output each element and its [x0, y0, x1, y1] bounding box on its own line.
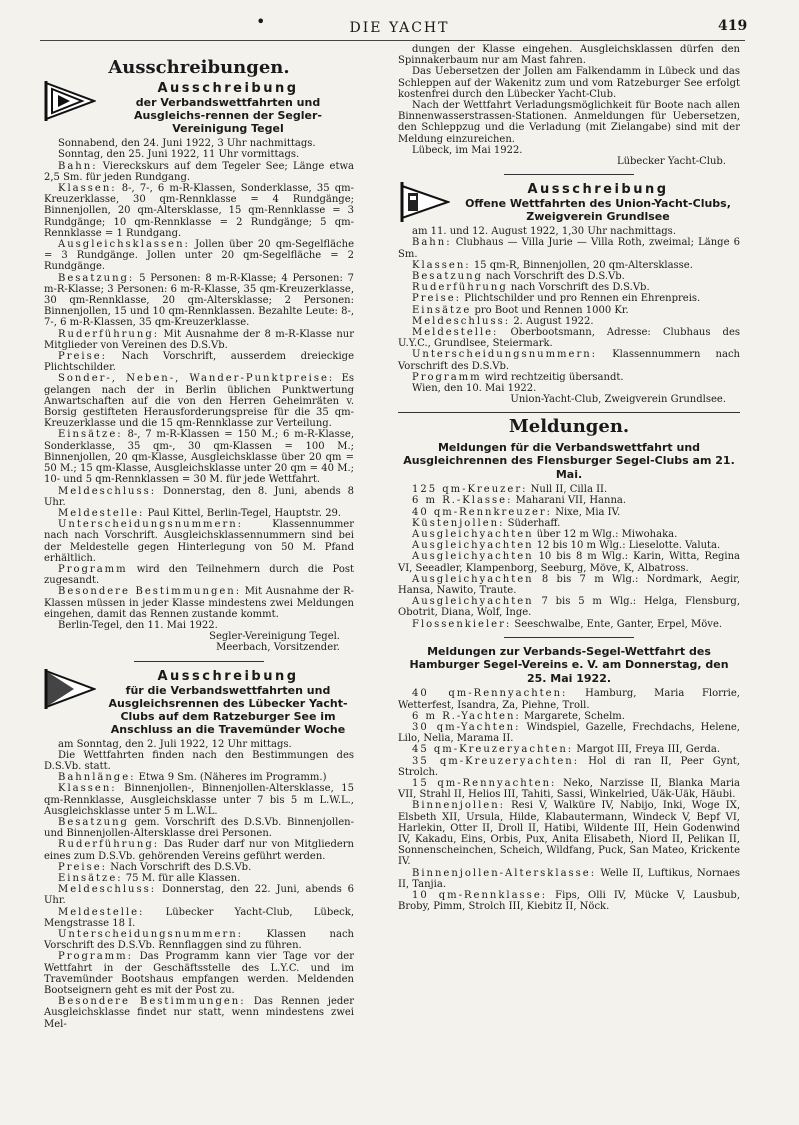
rule-paragraph — [398, 282, 740, 293]
rule-label: 6 m R.-Yachten: — [412, 710, 521, 722]
club-pennant-icon — [44, 81, 96, 121]
club-pennant-icon — [44, 669, 96, 709]
rule-paragraph — [398, 756, 740, 778]
rule-label: 10 qm-Rennklasse: — [412, 889, 548, 901]
rule-label: Einsätze — [412, 304, 472, 316]
rule-paragraph — [44, 817, 354, 839]
rule-label: Programm — [412, 371, 482, 383]
rule-text: gem. Vorschrift des D.S.Vb. Binnenjollen- und Binnenjollen-Altersklasse drei Personen. — [44, 816, 354, 840]
rule-label: Klassen: — [412, 259, 471, 271]
rule-text: Klassen nach Vorschrift des D.S.Vb. Rennflaggen sind zu führen. — [44, 929, 354, 952]
rule-paragraph — [44, 486, 354, 508]
announcement-luebeck — [44, 669, 354, 1030]
rule-label: Küstenjollen: — [412, 517, 505, 529]
rule-paragraph — [398, 529, 740, 540]
rule-label: Meldestelle: — [412, 327, 499, 339]
rule-paragraph — [44, 508, 354, 519]
entries-title: Meldungen zur Verbands-Segel-Wettfahrt des Hamburger Segel-Vereins e. V. am Donnerstag, den 25. Mai 1922. — [409, 644, 729, 685]
rule-paragraph — [398, 551, 740, 573]
announcement-subtitle: für die Verbandswettfahrten und Ausgleichsrennen des Lübecker Yacht-Clubs auf dem Ratzeburger See im Anschluss an die Travemünder Woche — [108, 683, 348, 736]
rule-label: Klassen: — [58, 183, 117, 195]
rule-paragraph — [398, 293, 740, 304]
right-column — [398, 44, 740, 912]
rule-paragraph — [44, 586, 354, 620]
rule-text: Nach Vorschrift des D.S.Vb. — [110, 861, 252, 873]
rule-paragraph: Das Uebersetzen der Jollen am Falkendamm in Lübeck und das Schleppen auf der Wakenitz zum und vom Ratzeburger See erfolgt kostenfrei durch den Lübecker Yacht-Club. — [398, 66, 740, 100]
rule-text: 8 bis 7 m Wlg.: Nordmark, Aegir, Hansa, Nawito, Traute. — [398, 573, 740, 597]
rule-label: Meldeschluss: — [58, 884, 157, 896]
rule-text: Clubhaus — Villa Jurie — Villa Roth, zweimal; Länge 6 Sm. — [398, 237, 740, 260]
rule-paragraph — [44, 873, 354, 884]
rule-label: Preise: — [412, 293, 462, 305]
rule-label: Besatzung — [412, 271, 483, 283]
rule-label: Binnenjollen: — [412, 800, 506, 812]
page-header — [0, 0, 799, 40]
rule-label: Unterscheidungsnummern: — [58, 519, 244, 531]
rules-list — [44, 772, 354, 1030]
rule-text: Jollen über 20 qm-Segelfläche = 3 Rundgänge. Jollen unter 20 qm-Segelfläche = 2 Rundgänge. — [44, 239, 354, 273]
rule-paragraph — [44, 839, 354, 861]
announcement-grundlsee — [398, 182, 740, 405]
rule-paragraph — [44, 772, 354, 783]
rule-text: Klassennummer nach nach Vorschrift. Ausgleichsklassennummern sind bei der Meldestelle gegen Hinterlegung von 50 M. Pfand erhältlich. — [44, 519, 354, 564]
rule-text: Seeschwalbe, Ente, Ganter, Erpel, Möve. — [514, 618, 723, 630]
rule-paragraph — [398, 711, 740, 722]
rule-label: Meldeschluss: — [412, 315, 511, 327]
rule-paragraph — [398, 305, 740, 316]
rule-text: wird rechtzeitig übersandt. — [484, 371, 624, 383]
rule-text: Plichtschilder und pro Rennen ein Ehrenpreis. — [464, 293, 701, 305]
rule-label: Ausgleichyachten — [412, 540, 534, 552]
rule-text: Es gelangen nach der in Berlin üblichen Punktwertung Anwartschaften auf die von den Herren Geheimräten v. Borsig gestifteten Herausforderungspreise für die 35 qm-Kreuzerklasse und die 15 qm-Rennklasse zur Verteilung. — [44, 373, 354, 430]
rule-paragraph — [398, 495, 740, 506]
section-title-ausschreibungen: Ausschreibungen. — [108, 57, 290, 78]
rule-paragraph — [398, 722, 740, 744]
rule-paragraph — [398, 260, 740, 271]
entries-list — [398, 484, 740, 630]
signature-club: Lübecker Yacht-Club. — [616, 156, 726, 168]
rule-label: Einsätze: — [58, 429, 123, 441]
rule-paragraph — [398, 744, 740, 755]
rule-paragraph — [398, 688, 740, 710]
rule-paragraph — [398, 778, 740, 800]
dateline: Berlin-Tegel, den 11. Mai 1922. — [58, 619, 218, 631]
rule-label: 30 qm-Yachten: — [412, 721, 521, 733]
rule-paragraph — [398, 800, 740, 867]
date-line: am 11. und 12. August 1922, 1,30 Uhr nachmittags. — [412, 226, 676, 238]
page-number: 419 — [718, 18, 748, 34]
rule-paragraph — [398, 271, 740, 282]
rule-paragraph — [44, 783, 354, 817]
divider — [398, 412, 740, 413]
announcement-title: Ausschreibung — [157, 81, 299, 97]
announcement-head — [398, 182, 740, 223]
rule-label: Meldestelle: — [58, 507, 145, 519]
rule-label: Preise: — [58, 351, 108, 363]
rule-paragraph — [44, 351, 354, 373]
rule-paragraph — [398, 518, 740, 529]
rule-text: Klassennummern nach Vorschrift des D.S.Vb. — [398, 349, 740, 372]
rule-text: Null II, Cilla II. — [530, 484, 608, 496]
rule-paragraph — [44, 373, 354, 429]
rule-paragraph — [398, 484, 740, 495]
rule-label: 125 qm-Kreuzer: — [412, 484, 528, 496]
rule-text: Hamburg, Maria Florrie, Wetterfest, Isandra, Za, Piehne, Troll. — [398, 688, 740, 711]
rule-paragraph — [44, 884, 354, 906]
rule-label: 6 m R.-Klasse: — [412, 495, 513, 507]
rule-label: 35 qm-Kreuzeryachten: — [412, 755, 580, 767]
rule-text: über 12 m Wlg.: Miwohaka. — [536, 529, 678, 540]
rule-label: Sonder-, Neben-, Wander-Punktpreise: — [58, 373, 335, 385]
divider — [134, 661, 264, 662]
rule-label: Ruderführung: — [58, 839, 160, 851]
rule-label: Besatzung — [58, 816, 129, 828]
rule-text: Neko, Narzisse II, Blanka Maria VII, Strahl II, Helios III, Tahiti, Sassi, Winkelried, Uäk-Uäk, Häubi. — [398, 777, 740, 801]
rule-text: Etwa 9 Sm. (Näheres im Programm.) — [138, 772, 327, 784]
rule-text: Lübecker Yacht-Club, Lübeck, Mengstrasse 18 I. — [44, 906, 354, 929]
rule-label: Besatzung: — [58, 272, 135, 284]
rule-paragraph — [398, 327, 740, 349]
rule-text: Das Rennen jeder Ausgleichsklasse findet nur statt, wenn mindestens zwei Mel- — [44, 996, 354, 1030]
left-column — [44, 44, 354, 1030]
rule-label: Unterscheidungsnummern: — [412, 349, 598, 361]
rule-label: 40 qm-Rennyachten: — [412, 688, 568, 700]
rule-text: Viereckskurs auf dem Tegeler See; Länge etwa 2,5 Sm. für jeden Rundgang. — [44, 160, 354, 183]
rule-text: Resi V, Walküre IV, Nabijo, Inki, Woge IX, Elsbeth XII, Ursula, Hilde, Klabautermann, Windeck V, Bepf VI, Harlekin, Otter II, Droll II, Hatibi, Wildente III, Hein Godenwind IV, Kakadu, Eins, Orbis, Pux, Anita Elisabeth, Niord II, Pelikan II, Sonnenscheinchen, Scheich, Wildfang, Puck, San Mateo, Krickente IV. — [398, 800, 740, 868]
header-rule — [40, 40, 745, 41]
rule-paragraph — [44, 951, 354, 996]
rule-text: nach Vorschrift des D.S.Vb. — [486, 271, 625, 283]
date-line: Sonntag, den 25. Juni 1922, 11 Uhr vormittags. — [58, 149, 300, 161]
rule-label: 40 qm-Rennkreuzer: — [412, 506, 553, 518]
rule-text: Nach Vorschrift, ausserdem dreieckige Plichtschilder. — [44, 351, 354, 374]
header-bullet: • — [256, 12, 266, 31]
rule-text: Donnerstag, den 22. Juni, abends 6 Uhr. — [44, 884, 354, 907]
rule-text: 12 bis 10 m Wlg.: Lieselotte. Valuta. — [536, 540, 721, 552]
rule-label: Ausgleichsklassen: — [58, 239, 190, 251]
rule-paragraph — [44, 564, 354, 586]
rule-text: Mit Ausnahme der 8 m-R-Klasse nur Mitglieder von Vereinen des D.S.Vb. — [44, 328, 354, 351]
rule-paragraph — [398, 237, 740, 259]
rule-label: 15 qm-Rennyachten: — [412, 777, 557, 789]
entries-title: Meldungen für die Verbandswettfahrt und Ausgleichrennen des Flensburger Segel-Clubs am 21. Mai. — [403, 440, 735, 481]
rule-text: Windspiel, Gazelle, Frechdachs, Helene, Lilo, Nelia, Marama II. — [398, 721, 740, 745]
rule-paragraph — [44, 429, 354, 485]
rule-text: 15 qm-R, Binnenjollen, 20 qm-Altersklasse. — [473, 259, 693, 271]
rule-label: Ausgleichyachten — [412, 573, 534, 585]
dateline: Lübeck, im Mai 1922. — [412, 144, 523, 156]
divider — [504, 637, 634, 638]
rule-text: Margarete, Schelm. — [523, 710, 625, 722]
rule-text: 8-, 7 m-R-Klassen = 150 M.; 6 m-R-Klasse, Sonderklasse, 35 qm-, 30 qm-Klassen = 100 M.; Binnenjollen, 20 qm-Klasse, Ausgleichsklasse über 20 qm = 50 M.; 15 qm-Klasse, Ausgleichsklasse unter 20 qm = 40 M.; 10- und 5 qm-Rennklassen = 30 M. für jede Wettfahrt. — [44, 429, 354, 486]
rule-label: Ausgleichyachten — [412, 551, 534, 563]
rule-paragraph — [398, 619, 740, 630]
rule-paragraph — [44, 183, 354, 239]
announcement-head — [44, 669, 354, 736]
rules-list — [44, 161, 354, 620]
rule-label: Meldestelle: — [58, 906, 145, 918]
rule-text: Donnerstag, den 8. Juni, abends 8 Uhr. — [44, 485, 354, 508]
announcement-title: Ausschreibung — [527, 182, 669, 198]
date-line: Sonnabend, den 24. Juni 1922, 3 Uhr nachmittags. — [58, 138, 316, 150]
divider — [504, 174, 634, 175]
rule-paragraph — [44, 996, 354, 1030]
rule-label: Bahnlänge: — [58, 772, 136, 784]
rule-text: Das Programm kann vier Tage vor der Wettfahrt in der Geschäftsstelle des L.Y.C. und im Travemünder Bootshaus empfangen werden. Meldenden Bootseignern geht es mit der Post zu. — [44, 951, 355, 997]
entries-hamburg — [398, 645, 740, 913]
rule-text: 8-, 7-, 6 m-R-Klassen, Sonderklasse, 35 qm-Kreuzerklasse, 30 qm-Rennklasse = 4 Rundgänge; Binnenjollen, 20 qm-Altersklasse, 15 qm-Rennklasse = 3 Rundgänge; 10 qm-Rennklasse = 2 Rundgänge; 5 qm-Rennklasse = 1 Rundgang. — [44, 183, 354, 239]
rule-label: 45 qm-Kreuzeryachten: — [412, 744, 574, 756]
rule-paragraph — [44, 929, 354, 951]
rule-text: wird den Teilnehmern durch die Post zugesandt. — [44, 563, 354, 587]
rule-paragraph — [44, 519, 354, 564]
rule-text: Welle II, Luftikus, Nornaes II, Tanjia. — [398, 867, 740, 890]
rule-text: Fips, Olli IV, Mücke V, Lausbub, Broby, Pimm, Strolch III, Kiebitz II, Nöck. — [398, 889, 740, 913]
rule-label: Ausgleichyachten — [412, 596, 534, 608]
dateline: Wien, den 10. Mai 1922. — [412, 383, 537, 395]
rule-text: Paul Kittel, Berlin-Tegel, Hauptstr. 29. — [147, 507, 342, 519]
intro-paragraph: Die Wettfahrten finden nach den Bestimmungen des D.S.Vb. statt. — [44, 749, 354, 772]
rule-paragraph — [44, 329, 354, 351]
rule-paragraph: Nach der Wettfahrt Verladungsmöglichkeit für Boote nach allen Binnenwasserstrassen-Stationen. Anmeldungen für Uebersetzen, den Schleppzug und die Verladung (mit Zielangabe) sind mit der Meldung einzureichen. — [398, 100, 740, 145]
running-title: DIE YACHT — [349, 20, 450, 36]
announcement-tegel — [44, 81, 354, 653]
rule-paragraph — [44, 239, 354, 273]
rule-paragraph — [398, 574, 740, 596]
rule-label: Meldeschluss: — [58, 485, 157, 497]
rule-label: Bahn: — [58, 160, 98, 172]
rule-paragraph — [398, 596, 740, 618]
rule-text: Das Ruder darf nur von Mitgliedern eines zum D.S.Vb. gehörenden Vereins geführt werden. — [44, 839, 354, 862]
rule-text: 2. August 1922. — [513, 315, 594, 327]
rule-paragraph — [398, 507, 740, 518]
rule-paragraph: dungen der Klasse eingehen. Ausgleichsklassen dürfen den Spinnakerbaum nur am Mast fahren. — [398, 44, 740, 67]
rule-text: Nixe, Mia IV. — [555, 506, 621, 518]
rule-text: 7 bis 5 m Wlg.: Helga, Flensburg, Obotrit, Diana, Wolf, Inge. — [398, 596, 740, 619]
rule-text: Süderhaff. — [507, 517, 561, 529]
announcement-subtitle: der Verbandswettfahrten und Ausgleichs-rennen der Segler-Vereinigung Tegel — [134, 96, 322, 136]
announcement-title: Ausschreibung — [157, 668, 299, 684]
rule-text: 75 M. für alle Klassen. — [125, 872, 241, 884]
rule-text: Hol di ran II, Peer Gynt, Strolch. — [398, 755, 741, 778]
rule-text: Margot III, Freya III, Gerda. — [576, 744, 720, 756]
rule-text: 10 bis 8 m Wlg.: Karin, Witta, Regina VI, Seeadler, Klampenborg, Seeburg, Möve, K, Albatross. — [398, 551, 740, 574]
signature-person: Meerbach, Vorsitzender. — [216, 642, 340, 654]
rule-paragraph — [44, 862, 354, 873]
rule-label: Besondere Bestimmungen: — [58, 996, 246, 1008]
rule-text: nach Vorschrift des D.S.Vb. — [510, 282, 650, 294]
rule-label: Einsätze: — [58, 872, 123, 884]
rules-list — [398, 237, 740, 383]
rule-paragraph — [398, 372, 740, 383]
rule-text: Binnenjollen-, Binnenjollen-Altersklasse, 15 qm-Rennklasse, Ausgleichsklasse unter 7 bis 5 m L.W.L., Ausgleichsklasse unter 5 m L.W.L. — [44, 783, 354, 817]
rule-text: Maharani VII, Hanna. — [515, 495, 627, 507]
rule-label: Besondere Bestimmungen: — [58, 586, 242, 598]
entries-flensburg — [398, 441, 740, 630]
rule-label: Programm: — [58, 951, 134, 963]
rule-paragraph — [44, 273, 354, 329]
rule-label: Binnenjollen-Altersklasse: — [412, 867, 597, 879]
rule-text: Mit Ausnahme der R-Klassen müssen in jeder Klasse mindestens zwei Meldungen eingehen, damit das Rennen zustande kommt. — [44, 586, 354, 620]
rule-label: Programm — [58, 563, 128, 575]
signature-club: Segler-Vereinigung Tegel. — [209, 631, 340, 643]
rule-paragraph — [398, 316, 740, 327]
rule-label: Preise: — [58, 861, 108, 873]
continuation-text — [398, 44, 740, 145]
rule-label: Klassen: — [58, 783, 117, 795]
rule-paragraph — [398, 890, 740, 912]
rule-label: Ruderführung — [412, 282, 508, 294]
rule-text: pro Boot und Rennen 1000 Kr. — [474, 304, 629, 316]
rule-paragraph — [398, 540, 740, 551]
rule-label: Flossenkieler: — [412, 618, 512, 630]
section-title-meldungen: Meldungen. — [508, 416, 630, 438]
signature-club: Union-Yacht-Club, Zweigverein Grundlsee. — [510, 394, 726, 406]
entries-list — [398, 688, 740, 912]
club-pennant-icon — [398, 182, 450, 222]
announcement-subtitle: Offene Wettfahrten des Union-Yacht-Clubs, Zweigverein Grundlsee — [465, 197, 731, 224]
rule-paragraph — [44, 907, 354, 929]
rule-label: Ruderführung: — [58, 328, 160, 340]
rule-label: Bahn: — [412, 237, 452, 249]
rule-text: Oberbootsmann, Adresse: Clubhaus des U.Y.C., Grundlsee, Steiermark. — [398, 327, 740, 350]
date-line: am Sonntag, den 2. Juli 1922, 12 Uhr mittags. — [58, 738, 292, 750]
rule-paragraph — [398, 868, 740, 890]
rule-paragraph — [398, 349, 740, 371]
announcement-head — [44, 81, 354, 135]
rule-label: Ausgleichyachten — [412, 529, 534, 540]
rule-label: Unterscheidungsnummern: — [58, 929, 244, 940]
rule-paragraph — [44, 161, 354, 183]
rule-text: 5 Personen: 8 m-R-Klasse; 4 Personen: 7 m-R-Klasse; 3 Personen: 6 m-R-Klasse, 35 qm-Kreuzerklasse, 30 qm-Rennklasse, 20 qm-Altersklasse; 2 Personen: Binnenjollen, 15 und 10 qm-Rennklassen. Bezahlte Leute: 8-, 7-, 6 m-R-Klassen, 35 qm-Kreuzerklasse. — [44, 272, 354, 329]
